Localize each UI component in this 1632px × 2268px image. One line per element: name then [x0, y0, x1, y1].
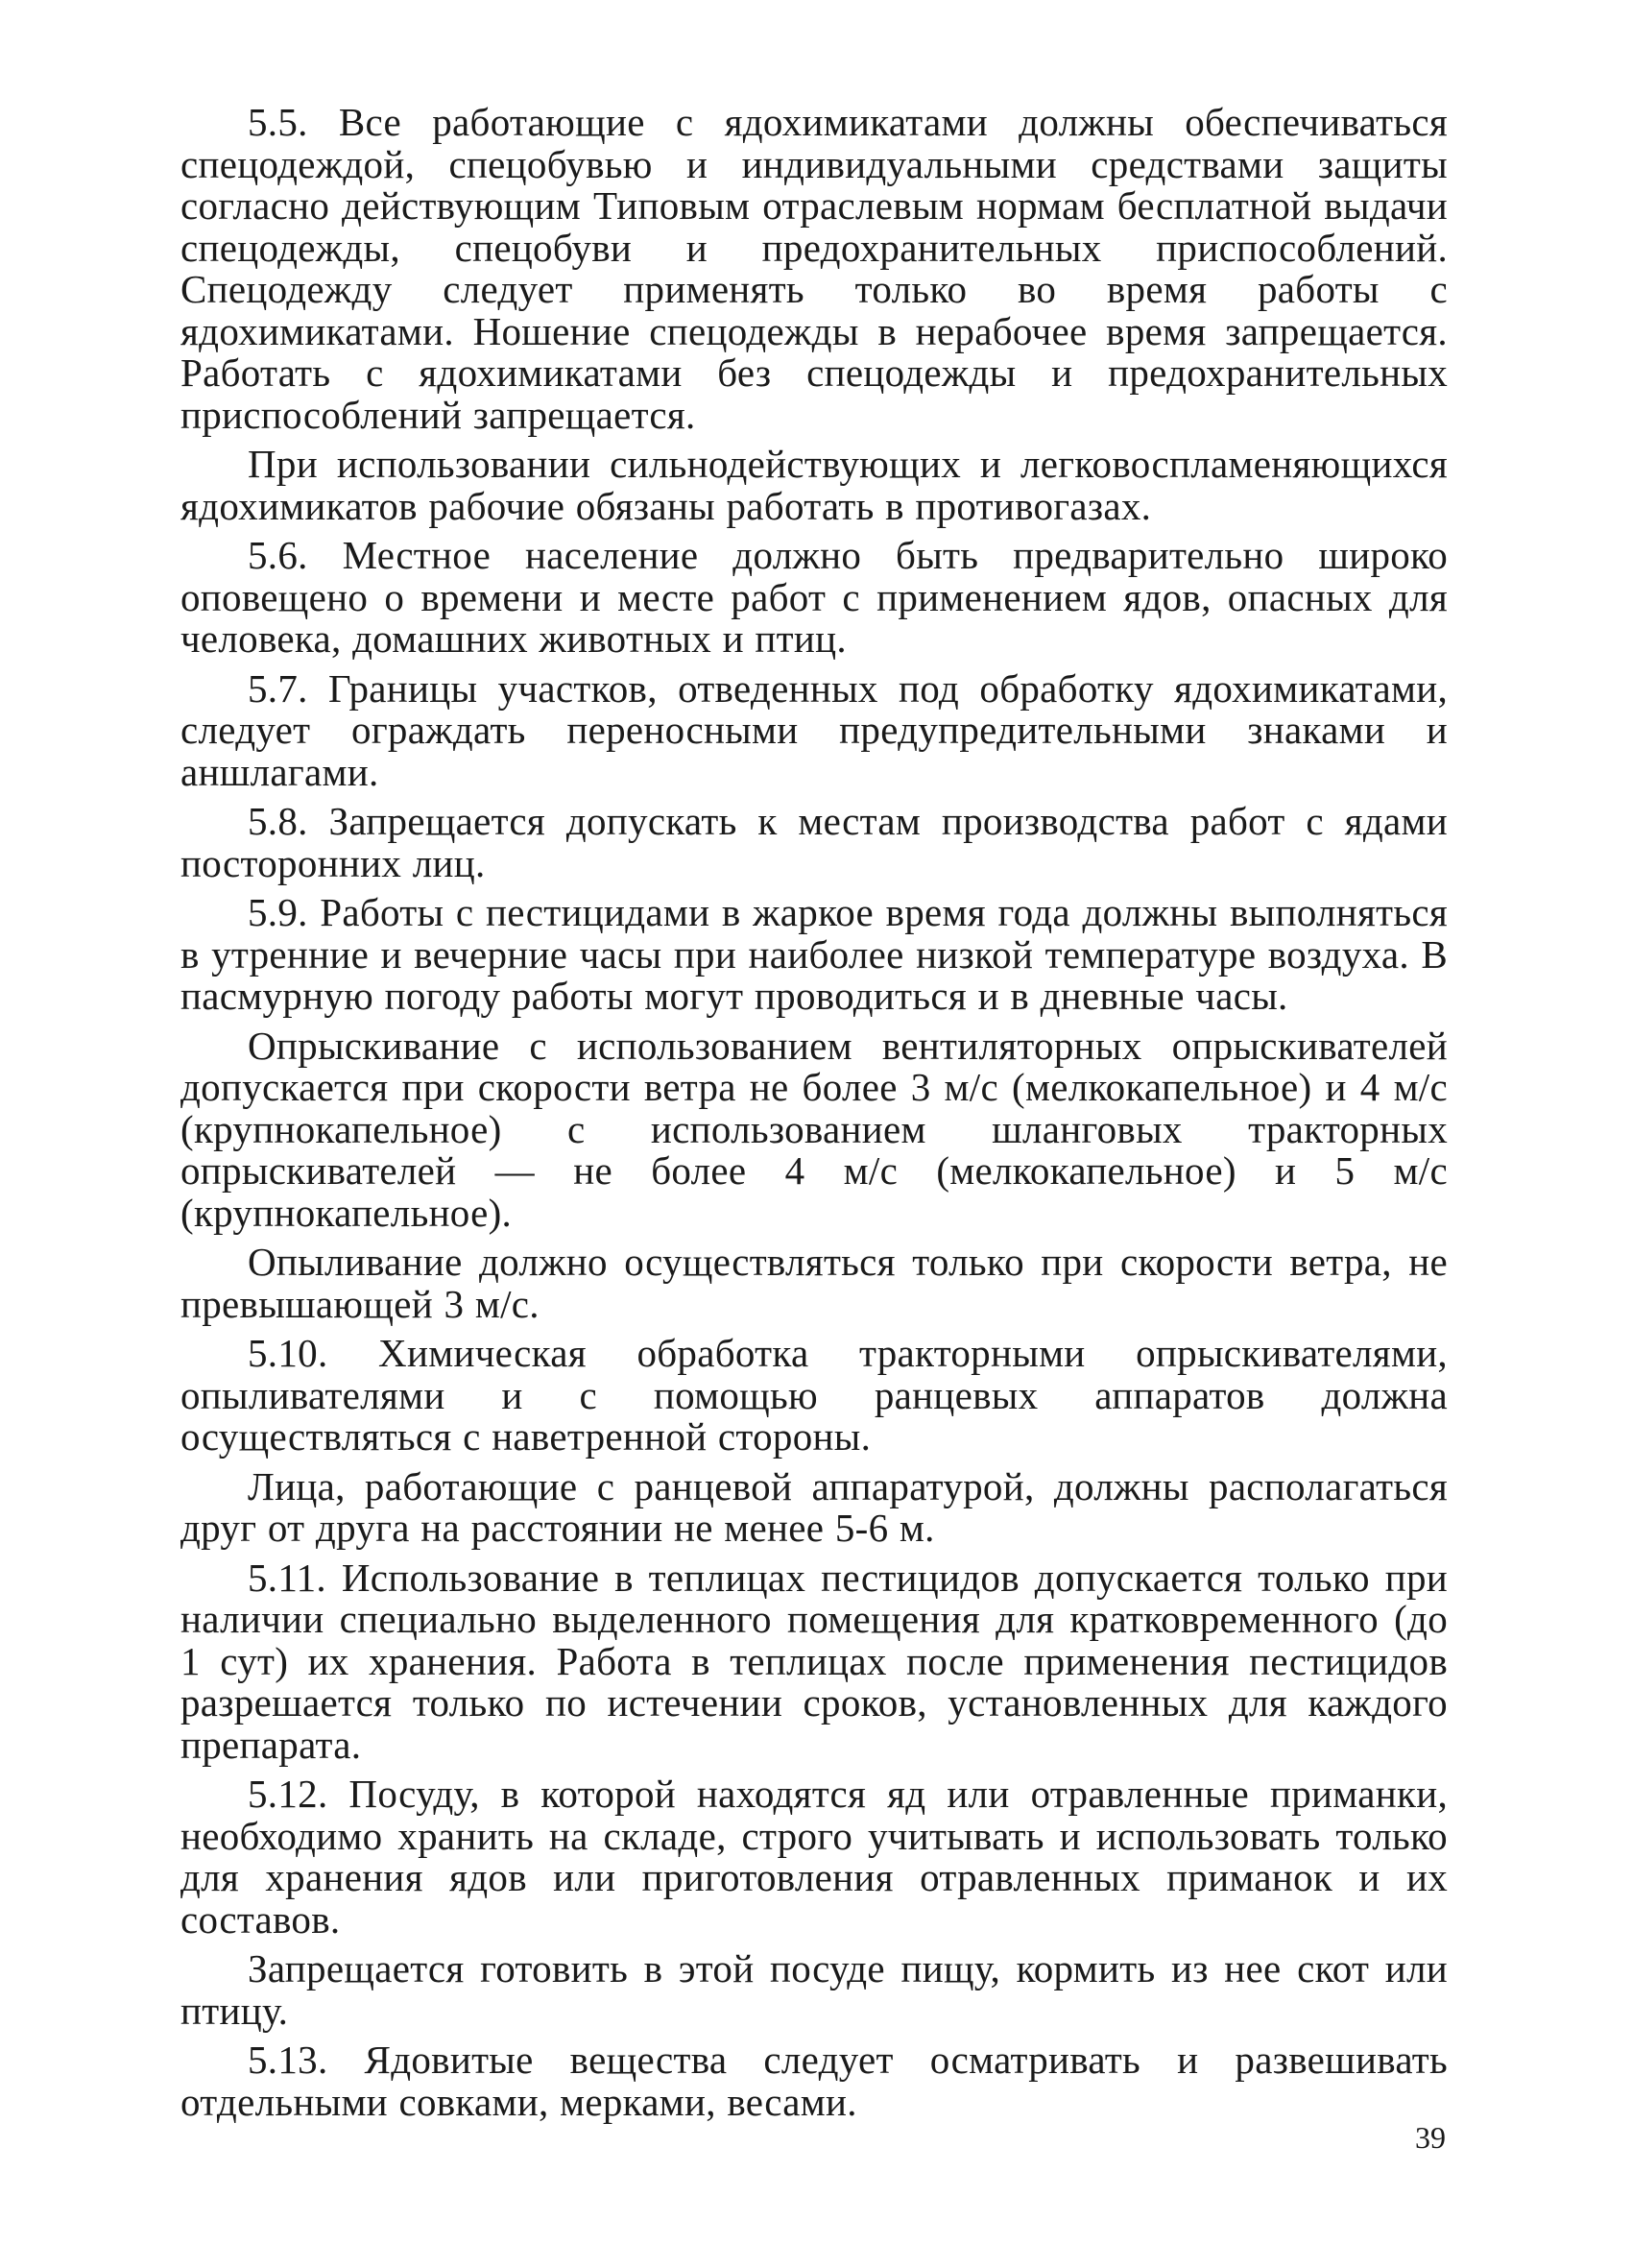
paragraph-5-5: 5.5. Все работающие с ядохимикатами должны обеспечиваться спецодеждой, спецобувью и индивидуальными средствами защиты согласно действующим Типовым отраслевым нормам бесплатной выдачи спецодежды, спецобуви и предохранительных приспособлений. Спецодежду следует применять только во время работы с ядохимикатами. Ношение спецодежды в нерабочее время запрещается. Работать с ядохимикатами без спецодежды и предохранительных приспособлений запрещается. [180, 100, 1448, 437]
paragraph-5-13: 5.13. Ядовитые вещества следует осматривать и развешивать отдельными совками, мерками, весами. [180, 2038, 1448, 2124]
document-page-body [180, 102, 1448, 2131]
paragraph-5-12: 5.12. Посуду, в которой находятся яд или отравленные приманки, необходимо хранить на складе, строго учитывать и использовать только для хранения ядов или приготовления отравленных приманок и их составов. [180, 1772, 1448, 1942]
page-number: 39 [1415, 2120, 1446, 2155]
paragraph-5-9: 5.9. Работы с пестицидами в жаркое время года должны выполняться в утренние и вечерние часы при наиболее низкой температуре воздуха. В пасмурную погоду работы могут проводиться и в дневные часы. [180, 890, 1448, 1018]
paragraph-spraying-wind: Опрыскивание с использованием вентиляторных опрыскивателей допускается при скорости ветра не более 3 м/с (мелкокапельное) и 4 м/с (крупнокапельное) с использованием шланговых тракторных опрыскивателей — не более 4 м/с (мелкокапельное) и 5 м/с (крупнокапельное). [180, 1023, 1448, 1235]
paragraph-5-7: 5.7. Границы участков, отведенных под обработку ядохимикатами, следует ограждать переносными предупредительными знаками и аншлагами. [180, 665, 1448, 794]
paragraph-5-6: 5.6. Местное население должно быть предварительно широко оповещено о времени и месте работ с применением ядов, опасных для человека, домашних животных и птиц. [180, 533, 1448, 661]
paragraph-5-11: 5.11. Использование в теплицах пестицидов допускается только при наличии специально выделенного помещения для кратковременного (до 1 сут) их хранения. Работа в теплицах после применения пестицидов разрешается только по истечении сроков, установленных для каждого препарата. [180, 1555, 1448, 1767]
paragraph-dusting-wind: Опыливание должно осуществляться только при скорости ветра, не превышающей 3 м/с. [180, 1240, 1448, 1326]
paragraph-gas-masks: При использовании сильнодействующих и легковоспламеняющихся ядохимикатов рабочие обязаны работать в противогазах. [180, 442, 1448, 528]
paragraph-5-10: 5.10. Химическая обработка тракторными опрыскивателями, опыливателями и с помощью ранцевых аппаратов должна осуществляться с наветренной стороны. [180, 1331, 1448, 1459]
paragraph-cookware-ban: Запрещается готовить в этой посуде пищу, кормить из нее скот или птицу. [180, 1946, 1448, 2033]
paragraph-knapsack-distance: Лица, работающие с ранцевой аппаратурой, должны располагаться друг от друга на расстоянии не менее 5-6 м. [180, 1463, 1448, 1550]
paragraph-5-8: 5.8. Запрещается допускать к местам производства работ с ядами посторонних лиц. [180, 799, 1448, 885]
